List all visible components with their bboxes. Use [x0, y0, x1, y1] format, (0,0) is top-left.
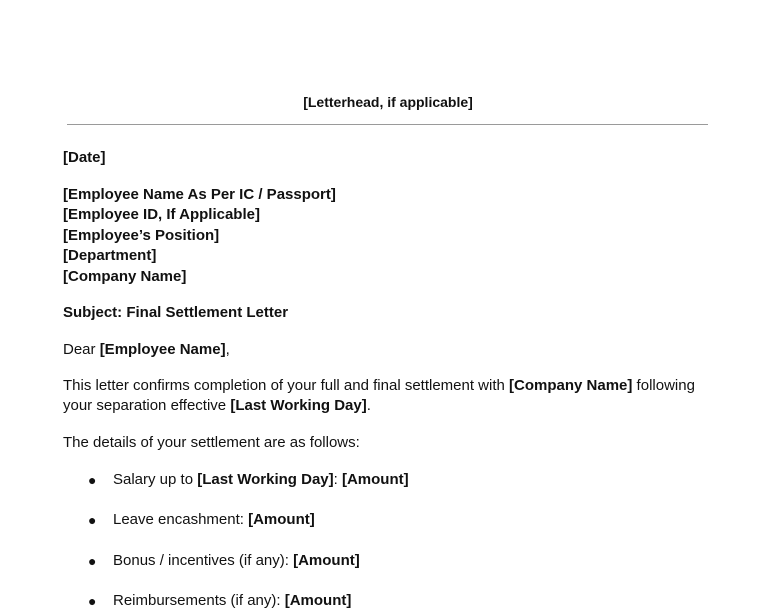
settlement-item-text: [113, 510, 315, 530]
recipient-position: [Employee’s Position]: [63, 226, 220, 244]
intro-text-3: .: [366, 397, 371, 415]
salutation: [63, 340, 718, 360]
letterhead-placeholder: [Letterhead, if applicable]: [303, 94, 473, 110]
settlement-item-text: [113, 591, 351, 611]
salutation-prefix: Dear: [63, 341, 100, 358]
letterhead-divider: [67, 124, 708, 125]
bullet-icon: ●: [88, 472, 97, 488]
settlement-item-text: [113, 470, 409, 490]
intro-last-working-day: [Last Working Day]: [230, 397, 367, 415]
intro-text-2: following your separation effective: [63, 377, 695, 415]
item-label: Reimbursements (if any):: [113, 592, 285, 609]
settlement-item-text: [113, 551, 360, 571]
recipient-department: [Department]: [63, 247, 157, 265]
item-amount: [Amount]: [248, 511, 315, 528]
recipient-company: [Company Name]: [63, 267, 187, 285]
date-placeholder: [Date]: [63, 149, 106, 166]
item-amount: [Amount]: [284, 592, 352, 609]
intro-text-1: This letter confirms completion of your full and final settlement with: [63, 377, 510, 394]
item-label: Salary up to: [113, 471, 198, 488]
salutation-name: [Employee Name]: [99, 341, 226, 358]
item-label-bold: [Last Working Day]: [197, 471, 334, 488]
details-heading: The details of your settlement are as follows:: [63, 434, 360, 451]
item-label: Leave encashment:: [113, 511, 249, 528]
bullet-icon: ●: [88, 553, 97, 569]
bullet-icon: ●: [88, 593, 97, 609]
subject-line: Subject: Final Settlement Letter: [63, 304, 289, 321]
salutation-suffix: ,: [225, 341, 230, 358]
recipient-employee-id: [Employee ID, If Applicable]: [63, 206, 260, 224]
intro-paragraph: [63, 376, 713, 417]
bullet-icon: ●: [88, 512, 97, 528]
recipient-address-block: [63, 185, 718, 287]
item-separator: :: [333, 471, 342, 488]
intro-company-name: [Company Name]: [509, 377, 633, 394]
item-label: Bonus / incentives (if any):: [113, 552, 294, 569]
item-amount: [Amount]: [293, 552, 360, 569]
item-amount: [Amount]: [341, 471, 409, 488]
recipient-name: [Employee Name As Per IC / Passport]: [63, 186, 336, 203]
